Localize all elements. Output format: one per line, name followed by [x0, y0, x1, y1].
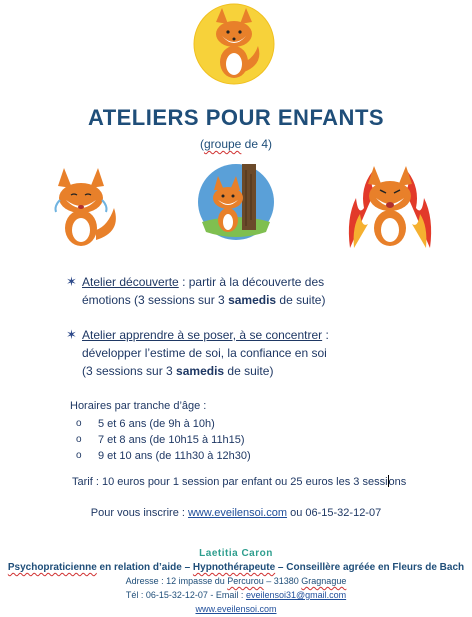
- star-bullet-icon: ✶: [66, 327, 77, 342]
- fox-crying-illustration: [38, 160, 124, 252]
- workshop-item: ✶ Atelier découverte : partir à la découverte des émotions (3 sessions sur 3 samedis de suite): [66, 274, 326, 307]
- workshop-item: ✶ Atelier apprendre à se poser, à se concentrer : développer l’estime de soi, la confiance en soi (3 sessions sur 3 samedis de suite): [66, 327, 329, 378]
- fox-angry-fire-illustration: [346, 158, 434, 252]
- workshop-name: Atelier apprendre à se poser, à se concentrer: [82, 328, 323, 342]
- contact-address: Adresse : 12 impasse du Percurou – 31380 Gragnague: [125, 576, 347, 586]
- schedule-item: o 9 et 10 ans (de 11h30 à 12h30): [76, 450, 251, 462]
- schedule-heading: Horaires par tranche d’âge :: [70, 400, 207, 412]
- schedule-item: o 7 et 8 ans (de 10h15 à 11h15): [76, 434, 245, 446]
- contact-name: Laetitia Caron: [199, 548, 273, 559]
- pricing-text: Tarif : 10 euros pour 1 session par enfant ou 25 euros les 3 sessions: [72, 476, 407, 488]
- contact-website: [0, 604, 472, 614]
- group-size-subtitle: (groupe de 4): [199, 137, 273, 151]
- page-title: ATELIERS POUR ENFANTS: [87, 105, 385, 130]
- website-link[interactable]: www.eveilensoi.com: [187, 507, 288, 519]
- signup-line: Pour vous inscrire : www.eveilensoi.com ou 06-15-32-12-07: [90, 507, 382, 519]
- workshop-name: Atelier découverte: [82, 275, 179, 289]
- star-bullet-icon: ✶: [66, 274, 77, 289]
- website-link[interactable]: www.eveilensoi.com: [195, 604, 277, 614]
- fox-waving-illustration: [192, 2, 276, 86]
- schedule-section: [70, 398, 430, 464]
- contact-phone-email: Tél : 06-15-32-12-07 - Email : eveilensoi31@gmail.com: [125, 590, 347, 600]
- email-link[interactable]: eveilensoi31@gmail.com: [245, 590, 347, 600]
- contact-role: Psychopraticienne en relation d’aide – Hypnothérapeute – Conseillère agréée en Fleurs de Bach: [7, 562, 465, 573]
- fox-behind-tree-illustration: [196, 160, 276, 244]
- schedule-item: o 5 et 6 ans (de 9h à 10h): [76, 418, 215, 430]
